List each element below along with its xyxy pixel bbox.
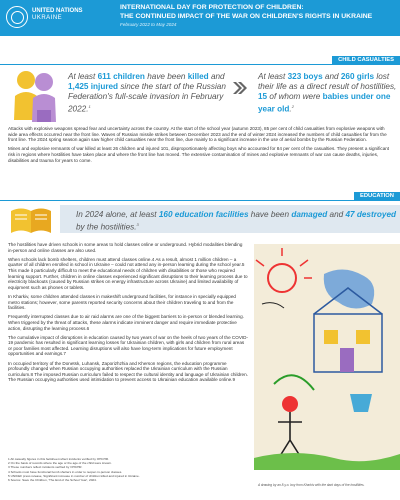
education-paragraph: The hostilities have driven schools in some areas to hold classes online or underground. Hybrid modalities blending in-person and online classes are also used. — [8, 242, 243, 253]
footnote-item: 4 Schools must have functional bomb shelters in order to reopen in-person classes. — [8, 469, 123, 474]
stat2-girls-count: 260 girls — [340, 72, 375, 81]
casualties-paragraph: Mines and explosive remnants of war killed at least 26 children and injured 101, disproportionately affecting boys who accounted for 84 per cent of the casualties. They present a significant risk in regions where hostilities have taken place and where the front line has moved. The extensive contamination of mines and explosive remnants of war can cause deaths, injuries, disabilities and trauma for years to come. — [8, 146, 390, 163]
footnote-ref: 2 — [291, 104, 294, 109]
page-header — [0, 0, 400, 36]
stat1-mid1: have been — [144, 72, 188, 81]
edu-damaged-word: damaged — [291, 210, 328, 219]
org-name: UNITED NATIONS — [32, 8, 83, 14]
stat2-mid1: and — [322, 72, 341, 81]
stat1-suffix: since the start of the Russian Federation's full-scale invasion in February 2022. — [68, 82, 226, 114]
child-drawing-image — [254, 244, 400, 470]
footnote-item: 2 On the basis of records where the age or the age of the child were known. — [8, 461, 112, 466]
edu-stat-mid2: and — [327, 210, 346, 219]
casualties-section-label: CHILD CASUALTIES — [332, 56, 400, 65]
footnotes — [8, 457, 248, 482]
stat2-mid2: lost their life as a direct result of hostilities, — [258, 72, 397, 91]
children-illustration-icon — [6, 66, 64, 124]
stat1-mid2: and — [208, 72, 225, 81]
stat2-prefix: At least — [258, 72, 288, 81]
org-country: UKRAINE — [32, 15, 63, 21]
un-emblem-icon — [6, 6, 28, 28]
stat2-boys-count: 323 boys — [287, 72, 323, 81]
edu-destroyed-count: 47 destroyed — [345, 210, 396, 219]
education-stat — [76, 210, 396, 233]
education-paragraph: In Kharkiv, some children attended classes in makeshift underground facilities, for instance in specially equipped metro stations; however, some parents reported security concerns about their children traveling to and from the facilities. — [8, 293, 236, 311]
chevron-right-icon — [232, 80, 248, 96]
stat1-injured-count: 1,425 injured — [68, 82, 119, 91]
footnote-item: 1 All casualty figures in this factsheet reflect incidents verified by OHCHR. — [8, 457, 109, 461]
stat2-babies-count: 15 — [258, 92, 268, 101]
casualties-stat-deaths — [258, 72, 398, 115]
organization-name — [32, 8, 83, 22]
education-paragraph: In occupied territory of the Donetsk, Luhansk, Zaporizhzhia and Kherson regions, the education programme profoundly changed when Russian occupying authorities replaced the Ukrainian curriculum with the Russian curriculum.8 The imposed Russian curriculum failed to respect the cultural identity and language of Ukrainian children. The Russian occupying authorities used intimidation to prevent access to Ukrainian education available online.9 — [8, 360, 248, 383]
title-line-1: INTERNATIONAL DAY FOR PROTECTION OF CHILDREN: — [120, 4, 304, 11]
education-paragraph: When schools lack bomb shelters, children must attend classes online.4 As a result, almost 1 million children – a quarter of all children enrolled in school in Ukraine – could not attend any in-person learning during the school year.5 This made it particularly difficult to meet the educational needs of children with disabilities or those who required learning support. Further, children in online classes experienced significant disruptions to their learning process due to electricity blackouts (caused by Russian strikes on energy infrastructure across Ukraine) and limited availability of equipment such as phones or tablets. — [8, 256, 248, 290]
footnote-item: 5 UNICEF press release, Significant increase in number of children killed and injured in Ukraine. — [8, 473, 140, 478]
drawing-caption: A drawing by an 8-y.o. boy from Kharkiv with the dark days of the hostilities. — [258, 483, 365, 487]
edu-stat-suffix: by the hostilities. — [76, 222, 137, 232]
section-divider — [0, 200, 400, 201]
stat2-mid3: of whom were — [267, 92, 323, 101]
footnote-ref: 3 — [136, 222, 139, 227]
stat2-suffix: . — [289, 104, 292, 114]
title-line-2: THE CONTINUED IMPACT OF THE WAR ON CHILDREN'S RIGHTS IN UKRAINE — [120, 12, 373, 20]
casualties-stat-killed-injured — [68, 72, 228, 115]
date-range: February 2022 to May 2024 — [120, 22, 177, 27]
stat1-killed-word: killed — [187, 72, 209, 81]
edu-damaged-count: 160 education facilities — [158, 210, 249, 219]
education-paragraph: Frequently interrupted classes due to air raid alarms are one of the biggest barriers to in-person or blended learning. When triggered by the threat of attacks, these alarms indicate imminent danger and require immediate protective action, disrupting the learning process.6 — [8, 314, 244, 331]
footnote-ref: 1 — [88, 104, 91, 109]
education-body — [8, 242, 248, 387]
book-icon — [9, 205, 53, 235]
stat1-prefix: At least — [68, 72, 98, 81]
footnote-item: 6 Source: Save the Children, 'The End of the School Year', 2024. — [8, 478, 97, 483]
page-title — [120, 4, 372, 21]
casualties-section-bar — [0, 56, 400, 65]
stat1-killed-count: 611 children — [97, 72, 145, 81]
casualties-body — [8, 126, 394, 167]
stat2-babies-label: babies under one year old — [258, 92, 391, 114]
footnote-item: 3 These numbers reflect incidents verified by OHCHR. — [8, 465, 83, 470]
education-section-label: EDUCATION — [354, 192, 400, 201]
edu-stat-mid1: have been — [248, 210, 292, 219]
education-paragraph: The cumulative impact of disruptions in education caused by two years of war on the heels of two years of the COVID-19 pandemic has resulted in significant learning losses for Ukrainian children, with girls and children from rural areas or poor families most affected. Learning disruptions will also have long-term implications for future employment opportunities and earnings.7 — [8, 334, 249, 357]
casualties-paragraph: Attacks with explosive weapons spread fear and uncertainty across the country. At the start of the school year (autumn 2023), 85 per cent of child casualties from explosive weapons with wide area effects occurred near the front line. Waves of Russian missile strikes between December 2023 and the end of winter 2024 increased the numbers of child casualties far from the front line. The 2024 spring season again saw higher child casualties near the front line, due mainly to a significant increase in the use of aerial bombs by the Russian Federation. — [8, 126, 387, 143]
edu-stat-prefix: In 2024 alone, at least — [76, 210, 159, 219]
education-section-bar — [0, 192, 400, 201]
